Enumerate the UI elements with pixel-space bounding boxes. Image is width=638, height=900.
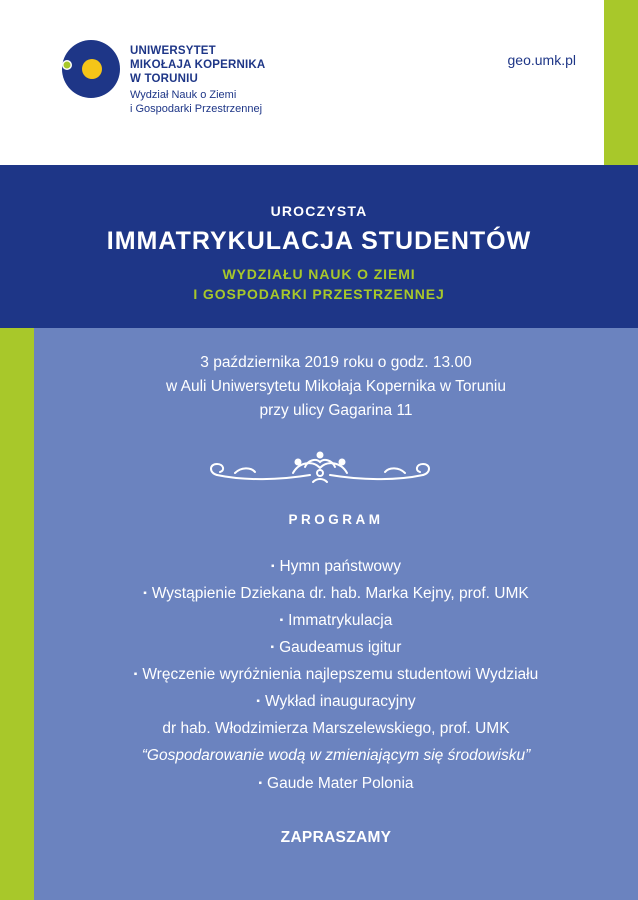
closing-invitation: ZAPRASZAMY: [280, 829, 392, 846]
program-item: ▪ Gaude Mater Polonia: [258, 775, 414, 792]
page-title: IMMATRYKULACJA STUDENTÓW: [106, 227, 532, 255]
accent-bar-left: [0, 328, 34, 900]
event-street: przy ulicy Gagarina 11: [259, 402, 413, 419]
lecturer-name: dr hab. Włodzimierza Marszelewskiego, prof. UMK: [162, 720, 510, 737]
bullet-icon: ▪: [270, 561, 275, 572]
header: [0, 0, 638, 165]
faculty-name-line: i Gospodarki Przestrzennej: [130, 103, 263, 115]
university-logo-icon: [62, 40, 120, 98]
program-item: ▪ Wręczenie wyróżnienia najlepszemu studentowi Wydziału: [133, 666, 539, 683]
accent-bar-right: [604, 0, 638, 165]
program-heading: PROGRAM: [288, 512, 384, 527]
program-item: ▪ Gaudeamus igitur: [270, 639, 402, 656]
university-name-line: W TORUNIU: [130, 73, 199, 85]
subtitle-line: I GOSPODARKI PRZESTRZENNEJ: [193, 286, 445, 302]
bullet-icon: ▪: [258, 778, 263, 789]
ornament-divider-icon: [205, 448, 435, 496]
title-kicker: UROCZYSTA: [270, 203, 368, 219]
bullet-icon: ▪: [279, 615, 284, 626]
university-name-line: UNIWERSYTET: [130, 45, 216, 57]
program-item: ▪ Wykład inauguracyjny: [256, 693, 416, 710]
event-place: w Auli Uniwersytetu Mikołaja Kopernika w Toruniu: [165, 378, 506, 395]
university-name-block: [130, 44, 265, 116]
faculty-name-line: Wydział Nauk o Ziemi: [130, 89, 237, 101]
bullet-icon: ▪: [256, 696, 260, 707]
website-link[interactable]: geo.umk.pl: [507, 52, 576, 68]
event-date: 3 października 2019 roku o godz. 13.00: [200, 354, 472, 371]
program-item: ▪ Wystąpienie Dziekana dr. hab. Marka Kejny, prof. UMK: [143, 585, 529, 602]
program-item: ▪ Immatrykulacja: [279, 612, 393, 629]
bullet-icon: ▪: [143, 588, 147, 599]
lecture-title: “Gospodarowanie wodą w zmieniającym się środowisku”: [141, 747, 531, 764]
bullet-icon: ▪: [270, 642, 275, 653]
bullet-icon: ▪: [133, 669, 138, 680]
title-band: [0, 165, 638, 328]
subtitle-line: WYDZIAŁU NAUK O ZIEMI: [222, 266, 416, 282]
program-item: ▪ Hymn państwowy: [270, 558, 401, 575]
university-name-line: MIKOŁAJA KOPERNIKA: [130, 59, 266, 71]
